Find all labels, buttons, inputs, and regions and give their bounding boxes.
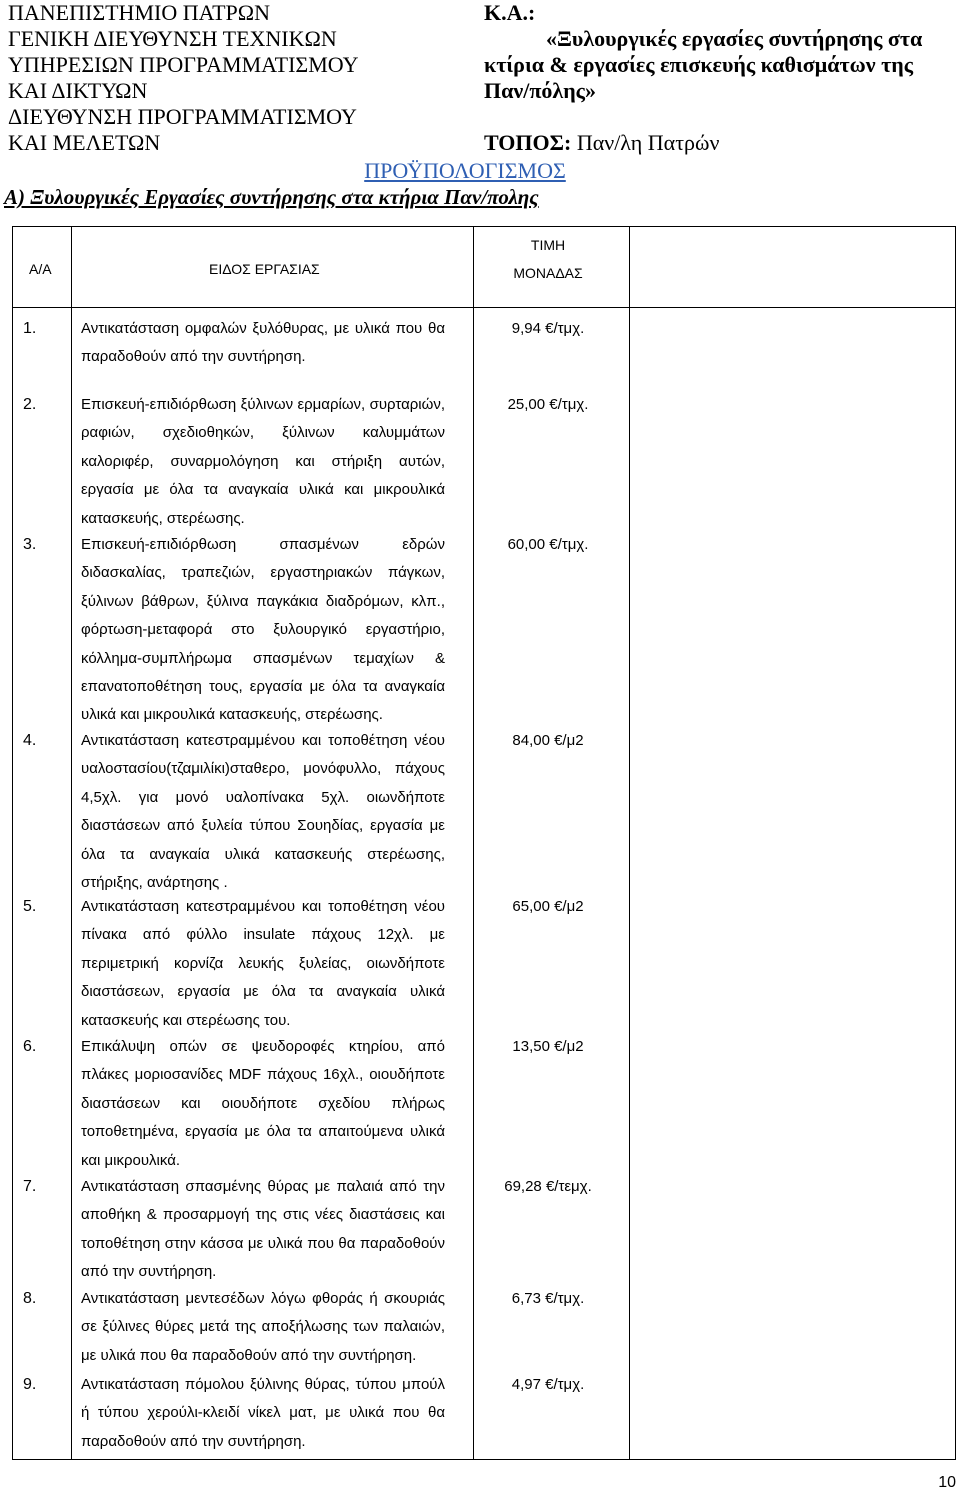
place-value: Παν/λη Πατρών xyxy=(576,130,720,155)
directorate-line-2: ΥΠΗΡΕΣΙΩΝ ΠΡΟΓΡΑΜΜΑΤΙΣΜΟΥ xyxy=(8,52,359,77)
ka-label: Κ.Α.: xyxy=(484,0,536,25)
row-number: 6. xyxy=(23,1038,37,1055)
row-number: 7. xyxy=(23,1178,37,1195)
row-number: 5. xyxy=(23,898,37,915)
row-number: 4. xyxy=(23,732,37,749)
header-no: Α/Α xyxy=(29,261,52,277)
row-price: 65,00 €/μ2 xyxy=(512,898,584,915)
university-name: ΠΑΝΕΠΙΣΤΗΜΙΟ ΠΑΤΡΩΝ xyxy=(8,0,270,25)
directorate-line-3: ΚΑΙ ΔΙΚΤΥΩΝ xyxy=(8,78,148,103)
header-divider xyxy=(13,307,955,308)
row-price: 4,97 €/τμχ. xyxy=(511,1376,585,1393)
department-line-2: ΚΑΙ ΜΕΛΕΤΩΝ xyxy=(8,130,161,155)
row-description: Αντικατάσταση ομφαλών ξυλόθυρας, με υλικά που θα παραδοθούν από την συντήρηση. xyxy=(81,320,445,366)
header-description: ΕΙΔΟΣ ΕΡΓΑΣΙΑΣ xyxy=(209,261,320,277)
row-number: 8. xyxy=(23,1290,37,1307)
row-description: Επισκευή-επιδιόρθωση σπασμένων εδρών διδασκαλίας, τραπεζιών, εργαστηριακών πάγκων, ξύλινων βάθρων, ξύλινα παγκάκια διαδρόμων, κλπ., φόρτωση-μεταφορά στο ξυλουργικό εργαστήριο, κόλλημα-συμπλήρωμα σπασμένων τεμαχίων & επανατοποθέτηση τους, εργασία με όλα τα αναγκαία υλικά και μικρουλικά κατασκευής, στερέωσης. xyxy=(81,536,445,724)
row-description: Επικάλυψη οπών σε ψευδοροφές κτηρίου, από πλάκες μοριοσανίδες MDF πάχους 16χλ., οιουδήποτε διαστάσεων και οιουδήποτε σχεδίου πλήρως τοποθετημένα, εργασία με όλα τα απαιτούμενα υλικά και μικρουλικά. xyxy=(81,1038,445,1169)
section-title: Α) Ξυλουργικές Εργασίες συντήρησης στα κτήρια Παν/πολης xyxy=(4,185,539,209)
row-number: 1. xyxy=(23,320,37,337)
row-number: 9. xyxy=(23,1376,37,1393)
row-description: Αντικατάσταση πόμολου ξύλινης θύρας, τύπου μπούλ ή τύπου χερούλι-κλειδί νίκελ ματ, με υλικά που θα παραδοθούν από την συντήρηση. xyxy=(81,1376,445,1450)
project-title-line-2: κτίρια & εργασίες επισκευής καθισμάτων της xyxy=(484,52,913,77)
row-description: Αντικατάσταση σπασμένης θύρας με παλαιά από την αποθήκη & προσαρμογή της στις νέες διαστάσεις και τοποθέτηση στην κάσσα με υλικά που θα παραδοθούν από την συντήρηση. xyxy=(81,1178,445,1281)
row-price: 25,00 €/τμχ. xyxy=(507,396,589,413)
row-description: Αντικατάσταση κατεστραμμένου και τοποθέτηση νέου πίνακα από φύλλο insulate πάχους 12χλ. με περιμετρική κορνίζα λευκής ξυλείας, οιωνδήποτε διαστάσεων, εργασία με όλα τα αναγκαία υλικά κατασκευής και στερέωσης του. xyxy=(81,898,445,1029)
header-right xyxy=(484,0,954,155)
column-divider xyxy=(629,227,630,1459)
budget-table xyxy=(12,226,956,1460)
row-price: 6,73 €/τμχ. xyxy=(511,1290,585,1307)
directorate-line-1: ΓΕΝΙΚΗ ΔΙΕΥΘΥΝΣΗ ΤΕΧΝΙΚΩΝ xyxy=(8,26,337,51)
row-price: 13,50 €/μ2 xyxy=(512,1038,584,1055)
row-description: Αντικατάσταση μεντεσέδων λόγω φθοράς ή σκουριάς σε ξύλινες θύρες μετά της αποξήλωσης των παλαιών, με υλικά που θα παραδοθούν από την συντήρηση. xyxy=(81,1290,445,1364)
department-line-1: ΔΙΕΥΘΥΝΣΗ ΠΡΟΓΡΑΜΜΑΤΙΣΜΟΥ xyxy=(8,104,357,129)
project-title-line-1: «Ξυλουργικές εργασίες συντήρησης στα xyxy=(546,26,923,51)
page-number: 10 xyxy=(938,1474,956,1491)
place-label: ΤΟΠΟΣ: xyxy=(484,130,572,155)
budget-title: ΠΡΟΫΠΟΛΟΓΙΣΜΟΣ xyxy=(364,158,566,183)
place-info xyxy=(484,130,719,156)
row-number: 3. xyxy=(23,536,37,553)
row-price: 9,94 €/τμχ. xyxy=(511,320,585,337)
row-price: 60,00 €/τμχ. xyxy=(507,536,589,553)
row-number: 2. xyxy=(23,396,37,413)
row-description: Επισκευή-επιδιόρθωση ξύλινων ερμαρίων, συρταριών, ραφιών, σχεδιοθηκών, ξύλινων καλυμμάτων καλοριφέρ, συναρμολόγηση και στήριξη αυτών, εργασία με όλα τα αναγκαία υλικά και μικρουλικά κατασκευής, στερέωσης. xyxy=(81,396,445,527)
project-title-line-3: Παν/πόλης» xyxy=(484,78,596,103)
row-price: 84,00 €/μ2 xyxy=(512,732,584,749)
header-unit-price: ΤΙΜΗ ΜΟΝΑΔΑΣ xyxy=(513,237,583,281)
column-divider xyxy=(473,227,474,1459)
row-description: Αντικατάσταση κατεστραμμένου και τοποθέτηση νέου υαλοστασίου(τζαμιλίκι)σταθερο, μονόφυλλο, πάχους 4,5χλ. για μονό υαλοπίνακα 5χλ. οιωνδήποτε διαστάσεων από ξυλεία τύπου Σουηδίας, εργασία με όλα τα αναγκαία υλικά κατασκευής στερέωσης, στήριξης, ανάρτησης . xyxy=(81,732,445,892)
column-divider xyxy=(71,227,72,1459)
row-price: 69,28 €/τεμχ. xyxy=(504,1178,592,1195)
header-left xyxy=(8,0,478,156)
